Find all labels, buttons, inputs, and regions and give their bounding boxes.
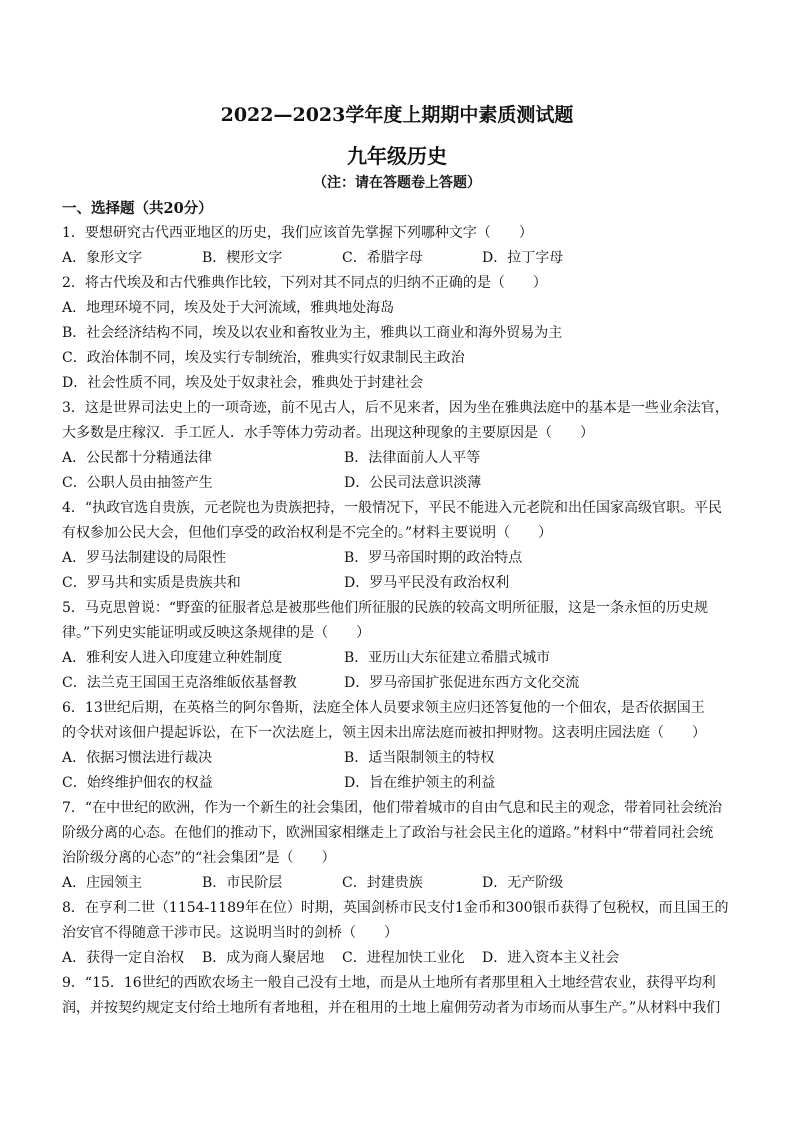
question-text: 5．马克思曾说：“野蛮的征服者总是被那些他们所征服的民族的较高文明所征服，这是一条永恒的历史规 xyxy=(62,600,709,616)
question-text: 7．“在中世纪的欧洲，作为一个新生的社会集团，他们带着城市的自由气息和民主的观念，带着同社会统治 xyxy=(62,800,723,816)
question-text: 有权参加公民大会，但他们享受的政治权利是不完全的。”材料主要说明（ ） xyxy=(62,525,553,541)
option-c: C．公职人员由抽签产生 xyxy=(62,475,213,491)
question-text: 8．在亨利二世（1154-1189年在位）时期，英国剑桥市民支付1金币和300银币获得了包税权，而且国王的 xyxy=(62,900,729,916)
option-c: C．始终维护佃农的权益 xyxy=(62,775,213,791)
options-row xyxy=(62,571,734,596)
option-d: D．旨在维护领主的利益 xyxy=(344,775,496,791)
option-a: A．雅利安人进入印度建立种姓制度 xyxy=(62,650,283,666)
option-b: B．社会经济结构不同，埃及以农业和畜牧业为主，雅典以工商业和海外贸易为主 xyxy=(62,325,563,341)
option-b: B．楔形文字 xyxy=(202,250,283,266)
question-4 xyxy=(62,496,734,596)
question-8 xyxy=(62,896,734,971)
option-c: C．进程加快工业化 xyxy=(342,950,465,966)
question-1 xyxy=(62,221,734,271)
option-c: C．希腊字母 xyxy=(342,250,423,266)
question-text: 治安官不得随意干涉市民。这说明当时的剑桥（ ） xyxy=(62,925,398,941)
question-text: 1．要想研究古代西亚地区的历史，我们应该首先掌握下列哪种文字（ ） xyxy=(62,225,533,241)
question-5 xyxy=(62,596,734,696)
options-row xyxy=(62,671,734,696)
question-text: 润，并按契约规定支付给土地所有者地租，并在租用的土地上雇佣劳动者为市场而从事生产。”从材料中我们 xyxy=(62,1000,721,1016)
option-c: C．政治体制不同，埃及实行专制统治，雅典实行奴隶制民主政治 xyxy=(62,350,465,366)
exam-title: 2022—2023学年度上期期中素质测试题 xyxy=(220,104,574,126)
option-c: C．封建贵族 xyxy=(342,875,423,891)
question-text: 3．这是世界司法史上的一项奇迹，前不见古人，后不见来者，因为坐在雅典法庭中的基本是一些业余法官， xyxy=(62,400,729,416)
option-a: A．公民都十分精通法律 xyxy=(62,450,213,466)
question-text: 9．“15．16世纪的西欧农场主一般自己没有土地，而是从土地所有者那里租入土地经营农业，获得平均利 xyxy=(62,975,716,991)
question-text: 2．将古代埃及和古代雅典作比较，下列对其不同点的归纳不正确的是（ ） xyxy=(62,275,547,291)
question-text: 大多数是庄稼汉．手工匠人．水手等体力劳动者。出现这种现象的主要原因是（ ） xyxy=(62,425,594,441)
option-d: D．罗马平民没有政治权利 xyxy=(344,575,510,591)
question-7 xyxy=(62,796,734,896)
question-text: 律。”下列史实能证明或反映这条规律的是（ ） xyxy=(62,625,371,641)
question-text: 治阶级分离的心态”的“社会集团”是（ ） xyxy=(62,850,336,866)
options-row xyxy=(62,246,734,271)
option-c: C．法兰克王国国王克洛维皈依基督教 xyxy=(62,675,297,691)
option-a: A．象形文字 xyxy=(62,250,143,266)
option-b: B．罗马帝国时期的政治特点 xyxy=(344,550,523,566)
option-a: A．获得一定自治权 xyxy=(62,950,185,966)
option-b: B．法律面前人人平等 xyxy=(344,450,481,466)
options-row xyxy=(62,946,734,971)
question-list xyxy=(62,221,734,1021)
question-text: 阶级分离的心态。在他们的推动下，欧洲国家相继走上了政治与社会民主化的道路。”材料中“带着同社会统 xyxy=(62,825,714,841)
question-text: 4．“执政官选自贵族，元老院也为贵族把持，一般情况下，平民不能进入元老院和出任国家高级官职。平民 xyxy=(62,500,723,516)
options-row xyxy=(62,771,734,796)
option-b: B．成为商人聚居地 xyxy=(202,950,325,966)
options-row xyxy=(62,546,734,571)
options-row xyxy=(62,746,734,771)
option-b: B．市民阶层 xyxy=(202,875,283,891)
option-d: D．公民司法意识淡薄 xyxy=(344,475,482,491)
option-d: D．进入资本主义社会 xyxy=(482,950,620,966)
question-3 xyxy=(62,396,734,496)
option-c: C．罗马共和实质是贵族共和 xyxy=(62,575,241,591)
option-b: B．亚历山大东征建立希腊式城市 xyxy=(344,650,551,666)
option-a: A．依据习惯法进行裁决 xyxy=(62,750,213,766)
question-text: 6．13世纪后期，在英格兰的阿尔鲁斯，法庭全体人员要求领主应归还答复他的一个佃农，是否依据国王 xyxy=(62,700,705,716)
options-row xyxy=(62,446,734,471)
section-heading: 一、选择题（共20分） xyxy=(62,200,213,217)
exam-subject: 九年级历史 xyxy=(347,144,447,168)
option-d: D．社会性质不同，埃及处于奴隶社会，雅典处于封建社会 xyxy=(62,375,424,391)
options-row xyxy=(62,646,734,671)
question-text: 的令状对该佃户提起诉讼，在下一次法庭上，领主因未出席法庭而被扣押财物。这表明庄园法庭（ ） xyxy=(62,725,706,741)
question-2 xyxy=(62,271,734,396)
option-a: A．罗马法制建设的局限性 xyxy=(62,550,227,566)
option-d: D．拉丁字母 xyxy=(482,250,564,266)
option-a: A．地理环境不同，埃及处于大河流域，雅典地处海岛 xyxy=(62,300,395,316)
question-9 xyxy=(62,971,734,1021)
options-row xyxy=(62,871,734,896)
option-a: A．庄园领主 xyxy=(62,875,143,891)
option-d: D．罗马帝国扩张促进东西方文化交流 xyxy=(344,675,580,691)
exam-note: （注：请在答题卷上答题） xyxy=(313,175,481,191)
question-6 xyxy=(62,696,734,796)
option-b: B．适当限制领主的特权 xyxy=(344,750,495,766)
option-d: D．无产阶级 xyxy=(482,875,564,891)
options-row xyxy=(62,471,734,496)
